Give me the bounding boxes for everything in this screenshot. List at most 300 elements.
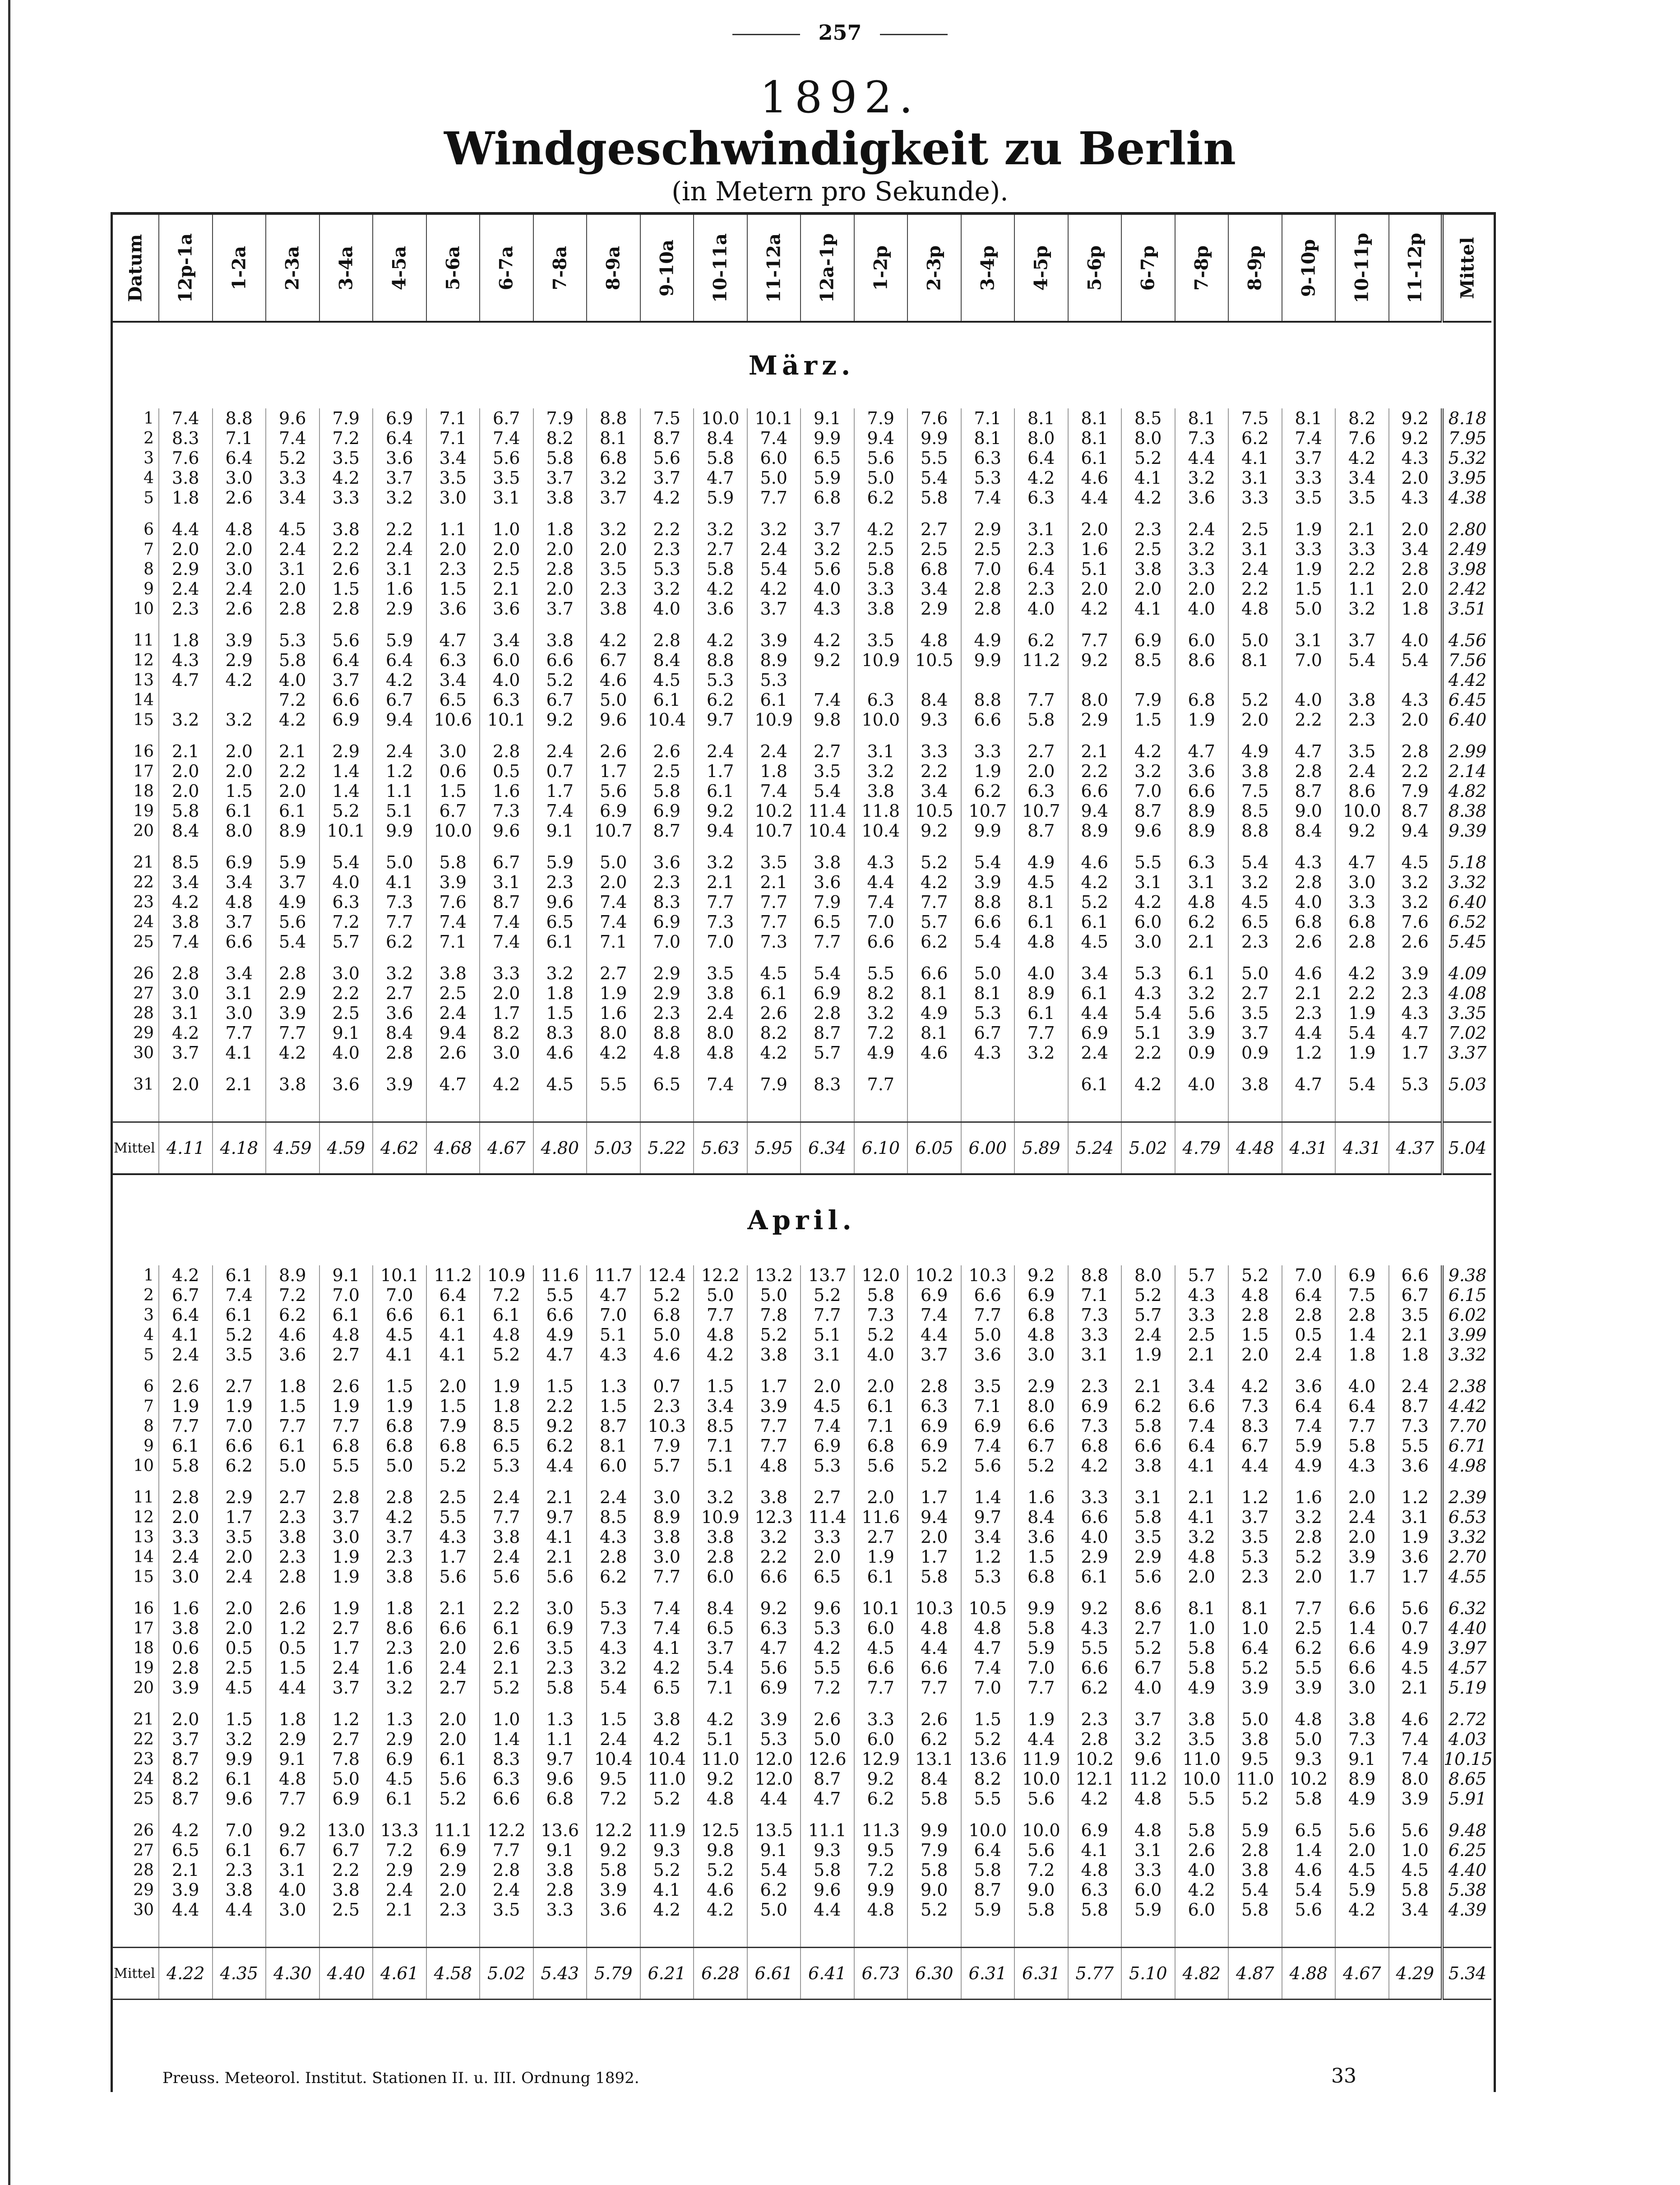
value-cell: 5.2 xyxy=(907,1900,961,1920)
value-cell: 2.0 xyxy=(1335,1840,1389,1860)
value-cell: 2.4 xyxy=(1175,519,1229,539)
value-cell: 9.9 xyxy=(373,821,426,841)
table-row xyxy=(112,519,1491,539)
value-cell: 10.0 xyxy=(854,710,908,730)
value-cell: 6.0 xyxy=(854,1729,908,1749)
value-cell: 2.5 xyxy=(426,1487,480,1507)
gap-cell xyxy=(426,841,480,852)
value-cell: 7.7 xyxy=(907,1678,961,1698)
mean-cell: 6.21 xyxy=(640,1948,694,2000)
value-cell: 6.1 xyxy=(426,1749,480,1769)
value-cell: 1.6 xyxy=(1068,539,1122,559)
daily-mean-cell: 2.14 xyxy=(1442,761,1491,781)
gap-cell xyxy=(266,1063,319,1074)
gap-cell xyxy=(533,841,587,852)
value-cell: 5.6 xyxy=(1335,1820,1389,1840)
value-cell: 5.3 xyxy=(694,670,747,690)
value-cell: 1.9 xyxy=(1335,1043,1389,1063)
value-cell: 6.6 xyxy=(1014,1416,1068,1436)
value-cell: 4.4 xyxy=(801,1900,854,1920)
value-cell: 6.6 xyxy=(426,1618,480,1638)
value-cell: 3.0 xyxy=(640,1487,694,1507)
value-cell: 7.2 xyxy=(373,1840,426,1860)
gap-cell xyxy=(159,619,213,630)
table-row xyxy=(112,670,1491,690)
date-cell: 15 xyxy=(133,710,154,729)
value-cell: 5.2 xyxy=(1228,1789,1282,1809)
value-cell: 7.1 xyxy=(426,408,480,428)
value-cell: 6.8 xyxy=(1335,912,1389,932)
value-cell: 5.4 xyxy=(961,932,1015,952)
value-cell: 5.7 xyxy=(1175,1265,1229,1285)
value-cell: 4.8 xyxy=(854,1900,908,1920)
daily-mean-cell: 5.32 xyxy=(1442,448,1491,468)
gap-cell xyxy=(961,730,1015,741)
value-cell: 8.6 xyxy=(373,1618,426,1638)
value-cell: 6.8 xyxy=(373,1416,426,1436)
value-cell: 8.4 xyxy=(907,1769,961,1789)
value-cell: 3.3 xyxy=(907,741,961,761)
column-header-label: 2-3a xyxy=(282,245,303,290)
value-cell: 5.8 xyxy=(1175,1820,1229,1840)
value-cell: 1.5 xyxy=(266,1396,319,1416)
value-cell: 6.1 xyxy=(747,983,801,1003)
column-header xyxy=(533,215,587,322)
value-cell: 0.9 xyxy=(1228,1043,1282,1063)
value-cell: 4.1 xyxy=(1121,599,1175,619)
value-cell: 6.9 xyxy=(907,1416,961,1436)
gap-cell xyxy=(266,1587,319,1598)
value-cell: 3.3 xyxy=(1335,539,1389,559)
value-cell: 11.9 xyxy=(1014,1749,1068,1769)
spacer-cell xyxy=(1335,1094,1389,1122)
value-cell: 7.0 xyxy=(213,1820,266,1840)
value-cell: 7.6 xyxy=(159,448,213,468)
value-cell: 4.2 xyxy=(640,488,694,508)
date-cell: 4 xyxy=(143,468,154,487)
value-cell: 8.1 xyxy=(587,1436,640,1456)
value-cell: 5.8 xyxy=(1175,1658,1229,1678)
gap-cell xyxy=(640,1587,694,1598)
value-cell: 3.5 xyxy=(694,963,747,983)
value-cell: 6.7 xyxy=(533,690,587,710)
value-cell: 3.5 xyxy=(854,630,908,650)
gap-cell xyxy=(907,619,961,630)
value-cell: 2.2 xyxy=(266,761,319,781)
value-cell: 11.4 xyxy=(801,1507,854,1527)
value-cell: 8.1 xyxy=(1068,408,1122,428)
mean-cell: 5.10 xyxy=(1121,1948,1175,2000)
value-cell: 5.8 xyxy=(1175,1638,1229,1658)
value-cell: 9.6 xyxy=(801,1880,854,1900)
date-cell: 8 xyxy=(143,1417,154,1435)
gap-cell xyxy=(801,841,854,852)
value-cell: 4.4 xyxy=(1068,488,1122,508)
value-cell: 9.9 xyxy=(961,821,1015,841)
value-cell: 6.7 xyxy=(480,852,533,872)
value-cell: 1.9 xyxy=(480,1376,533,1396)
value-cell: 3.5 xyxy=(1121,1527,1175,1547)
value-cell: 5.3 xyxy=(801,1456,854,1476)
value-cell: 8.3 xyxy=(1228,1416,1282,1436)
gap-cell xyxy=(907,952,961,963)
value-cell: 2.5 xyxy=(1121,539,1175,559)
value-cell: 6.9 xyxy=(1335,1265,1389,1285)
column-header-label: 11-12p xyxy=(1404,232,1426,303)
value-cell: 5.0 xyxy=(747,468,801,488)
value-cell: 9.2 xyxy=(907,821,961,841)
value-cell: 0.5 xyxy=(213,1638,266,1658)
date-cell: 19 xyxy=(133,801,154,820)
gap-cell xyxy=(694,1587,747,1598)
value-cell: 3.7 xyxy=(159,1043,213,1063)
spacer-cell xyxy=(1121,1094,1175,1122)
value-cell: 5.8 xyxy=(1068,1900,1122,1920)
gap-cell xyxy=(1175,730,1229,741)
value-cell: 5.4 xyxy=(1121,1003,1175,1023)
gap-cell xyxy=(1068,1809,1122,1820)
value-cell: 7.9 xyxy=(640,1436,694,1456)
value-cell: 6.8 xyxy=(533,1789,587,1809)
value-cell: 8.7 xyxy=(1389,1396,1443,1416)
value-cell: 5.8 xyxy=(694,448,747,468)
value-cell: 2.7 xyxy=(1228,983,1282,1003)
value-cell: 1.7 xyxy=(907,1547,961,1567)
value-cell: 4.5 xyxy=(1389,1860,1443,1880)
table-row xyxy=(112,1396,1491,1416)
value-cell: 4.8 xyxy=(1228,1285,1282,1305)
value-cell: 4.4 xyxy=(1282,1023,1336,1043)
value-cell: 2.0 xyxy=(533,579,587,599)
value-cell: 2.0 xyxy=(213,741,266,761)
gap-cell xyxy=(1014,1365,1068,1376)
table-row xyxy=(112,892,1491,912)
value-cell: 3.3 xyxy=(319,488,373,508)
value-cell: 8.4 xyxy=(373,1023,426,1043)
daily-mean-cell: 6.71 xyxy=(1442,1436,1491,1456)
gap-cell xyxy=(587,508,640,519)
gap-cell xyxy=(112,1365,159,1376)
value-cell: 3.5 xyxy=(747,852,801,872)
value-cell: 5.9 xyxy=(1228,1820,1282,1840)
value-cell: 2.2 xyxy=(1335,983,1389,1003)
table-row xyxy=(112,852,1491,872)
value-cell: 4.5 xyxy=(266,519,319,539)
gap-cell xyxy=(961,841,1015,852)
mean-cell: 4.48 xyxy=(1228,1122,1282,1175)
value-cell: 4.2 xyxy=(640,1900,694,1920)
gap-cell xyxy=(213,952,266,963)
gap-cell xyxy=(213,1809,266,1820)
value-cell: 3.0 xyxy=(319,963,373,983)
value-cell: 1.2 xyxy=(319,1709,373,1729)
dash-right xyxy=(880,34,948,35)
spacer-cell xyxy=(1014,1094,1068,1122)
gap-cell xyxy=(213,1063,266,1074)
value-cell: 5.7 xyxy=(1121,1305,1175,1325)
value-cell: 2.3 xyxy=(266,1507,319,1527)
gap-cell xyxy=(319,1365,373,1376)
value-cell: 6.2 xyxy=(694,690,747,710)
value-cell: 3.3 xyxy=(1068,1487,1122,1507)
value-cell xyxy=(854,670,908,690)
value-cell: 5.0 xyxy=(1282,599,1336,619)
value-cell: 6.2 xyxy=(1282,1638,1336,1658)
value-cell: 10.5 xyxy=(907,650,961,670)
value-cell: 6.8 xyxy=(1014,1567,1068,1587)
gap-cell xyxy=(1121,1365,1175,1376)
value-cell: 7.4 xyxy=(480,912,533,932)
gap-cell xyxy=(587,1587,640,1598)
value-cell: 1.5 xyxy=(533,1376,587,1396)
value-cell: 5.3 xyxy=(747,1729,801,1749)
value-cell: 4.2 xyxy=(1228,1376,1282,1396)
value-cell: 4.3 xyxy=(961,1043,1015,1063)
value-cell: 1.6 xyxy=(587,1003,640,1023)
value-cell: 2.1 xyxy=(694,872,747,892)
column-header-label: 10-11p xyxy=(1351,232,1373,303)
gap-cell xyxy=(373,1476,426,1487)
value-cell: 4.7 xyxy=(159,670,213,690)
value-cell: 5.2 xyxy=(694,1860,747,1880)
value-cell: 3.0 xyxy=(1014,1345,1068,1365)
value-cell: 11.0 xyxy=(694,1749,747,1769)
gap-cell xyxy=(961,508,1015,519)
value-cell: 5.2 xyxy=(426,1789,480,1809)
value-cell: 5.8 xyxy=(801,1860,854,1880)
value-cell: 5.8 xyxy=(961,1860,1015,1880)
value-cell: 6.8 xyxy=(1282,912,1336,932)
value-cell: 7.7 xyxy=(1014,690,1068,710)
value-cell: 6.7 xyxy=(319,1840,373,1860)
value-cell: 2.8 xyxy=(319,599,373,619)
value-cell: 5.6 xyxy=(747,1658,801,1678)
value-cell: 4.4 xyxy=(854,872,908,892)
value-cell: 4.8 xyxy=(961,1618,1015,1638)
gap-cell xyxy=(426,952,480,963)
value-cell: 8.3 xyxy=(640,892,694,912)
value-cell: 1.9 xyxy=(319,1567,373,1587)
value-cell: 7.2 xyxy=(1014,1860,1068,1880)
value-cell: 12.2 xyxy=(694,1265,747,1285)
value-cell: 3.2 xyxy=(533,963,587,983)
value-cell: 3.2 xyxy=(213,710,266,730)
value-cell: 2.8 xyxy=(373,1487,426,1507)
spacer-cell xyxy=(480,1920,533,1948)
value-cell: 2.0 xyxy=(1228,710,1282,730)
value-cell: 5.8 xyxy=(1228,1900,1282,1920)
value-cell: 6.9 xyxy=(587,801,640,821)
value-cell: 8.0 xyxy=(1389,1769,1443,1789)
gap-cell xyxy=(1175,508,1229,519)
daily-mean-cell: 6.15 xyxy=(1442,1285,1491,1305)
value-cell: 3.5 xyxy=(480,468,533,488)
value-cell: 4.2 xyxy=(801,630,854,650)
value-cell: 2.7 xyxy=(1014,741,1068,761)
value-cell: 4.2 xyxy=(1121,488,1175,508)
gap-cell xyxy=(319,619,373,630)
value-cell: 5.5 xyxy=(1068,1638,1122,1658)
value-cell: 12.5 xyxy=(694,1820,747,1840)
spacer-cell xyxy=(1442,1094,1491,1122)
gap-cell xyxy=(1228,619,1282,630)
value-cell: 2.8 xyxy=(266,963,319,983)
value-cell: 7.2 xyxy=(854,1860,908,1880)
mean-cell: 4.59 xyxy=(266,1122,319,1175)
value-cell: 3.7 xyxy=(533,468,587,488)
value-cell: 5.6 xyxy=(1389,1820,1443,1840)
value-cell: 1.5 xyxy=(266,1658,319,1678)
value-cell: 5.8 xyxy=(907,1567,961,1587)
daily-mean-cell: 7.70 xyxy=(1442,1416,1491,1436)
mean-cell: 4.40 xyxy=(319,1948,373,2000)
value-cell: 3.2 xyxy=(1175,983,1229,1003)
value-cell: 4.7 xyxy=(1282,1074,1336,1094)
gap-cell xyxy=(694,1809,747,1820)
value-cell: 8.5 xyxy=(1121,650,1175,670)
spacer-row xyxy=(112,1094,1491,1122)
value-cell: 2.0 xyxy=(1228,1345,1282,1365)
value-cell: 3.8 xyxy=(1335,1709,1389,1729)
table-row xyxy=(112,963,1491,983)
value-cell: 4.5 xyxy=(747,963,801,983)
value-cell: 8.4 xyxy=(694,428,747,448)
date-cell: 26 xyxy=(133,1821,154,1840)
page-number-line xyxy=(0,20,1680,45)
value-cell: 5.2 xyxy=(907,1456,961,1476)
gap-cell xyxy=(587,1698,640,1709)
value-cell: 5.4 xyxy=(266,932,319,952)
value-cell: 6.0 xyxy=(694,1567,747,1587)
value-cell: 5.6 xyxy=(961,1456,1015,1476)
gap-cell xyxy=(907,730,961,741)
column-header-label: 8-9a xyxy=(602,245,624,290)
gap-cell xyxy=(1175,1476,1229,1487)
gap-cell xyxy=(694,619,747,630)
value-cell: 2.4 xyxy=(159,1547,213,1567)
value-cell: 4.9 xyxy=(1175,1678,1229,1698)
value-cell: 5.4 xyxy=(1335,1023,1389,1043)
value-cell: 2.1 xyxy=(480,579,533,599)
gap-cell xyxy=(480,1809,533,1820)
value-cell: 2.8 xyxy=(801,1003,854,1023)
gap-cell xyxy=(1068,841,1122,852)
value-cell: 3.8 xyxy=(1175,1709,1229,1729)
daily-mean-cell: 9.38 xyxy=(1442,1265,1491,1285)
gap-cell xyxy=(1335,1476,1389,1487)
value-cell: 4.0 xyxy=(1282,892,1336,912)
gap-cell xyxy=(747,1587,801,1598)
value-cell: 7.3 xyxy=(747,932,801,952)
gap-cell xyxy=(112,730,159,741)
gap-cell xyxy=(854,1063,908,1074)
value-cell: 1.8 xyxy=(159,488,213,508)
value-cell: 9.1 xyxy=(319,1265,373,1285)
value-cell: 8.2 xyxy=(747,1023,801,1043)
value-cell: 6.5 xyxy=(640,1074,694,1094)
mean-cell: 6.00 xyxy=(961,1122,1015,1175)
value-cell: 7.7 xyxy=(801,1305,854,1325)
gap-cell xyxy=(640,1809,694,1820)
date-cell: 26 xyxy=(133,964,154,983)
gap-cell xyxy=(1282,952,1336,963)
value-cell: 3.8 xyxy=(426,963,480,983)
value-cell: 10.2 xyxy=(1068,1749,1122,1769)
value-cell: 6.1 xyxy=(1068,983,1122,1003)
value-cell: 3.2 xyxy=(1121,1729,1175,1749)
value-cell: 5.6 xyxy=(533,1567,587,1587)
value-cell: 5.0 xyxy=(587,852,640,872)
value-cell: 2.9 xyxy=(373,1729,426,1749)
gap-cell xyxy=(1121,508,1175,519)
value-cell: 4.7 xyxy=(426,1074,480,1094)
gap-cell xyxy=(533,508,587,519)
value-cell: 1.5 xyxy=(587,1709,640,1729)
footer-number: 33 xyxy=(1331,2065,1356,2088)
value-cell: 5.2 xyxy=(1121,448,1175,468)
value-cell: 13.5 xyxy=(747,1820,801,1840)
value-cell: 6.6 xyxy=(1335,1638,1389,1658)
table-row xyxy=(112,1567,1491,1587)
spacer-cell xyxy=(159,1094,213,1122)
gap-cell xyxy=(854,730,908,741)
value-cell: 1.9 xyxy=(159,1396,213,1416)
value-cell: 4.2 xyxy=(640,1658,694,1678)
spacer-cell xyxy=(694,1094,747,1122)
gap-cell xyxy=(1228,952,1282,963)
value-cell: 1.7 xyxy=(1389,1043,1443,1063)
value-cell: 2.3 xyxy=(426,1900,480,1920)
value-cell: 6.6 xyxy=(373,1305,426,1325)
value-cell: 3.6 xyxy=(640,852,694,872)
header-row xyxy=(112,215,1491,322)
gap-cell xyxy=(319,841,373,852)
value-cell: 10.4 xyxy=(640,1749,694,1769)
gap-cell xyxy=(1014,841,1068,852)
table-row xyxy=(112,1376,1491,1396)
daily-mean-cell: 4.40 xyxy=(1442,1618,1491,1638)
value-cell: 3.2 xyxy=(747,1527,801,1547)
gap-cell xyxy=(1014,952,1068,963)
gap-cell xyxy=(1121,1698,1175,1709)
value-cell: 6.9 xyxy=(319,1789,373,1809)
value-cell: 12.0 xyxy=(854,1265,908,1285)
value-cell: 2.6 xyxy=(266,1598,319,1618)
value-cell: 6.2 xyxy=(1068,1678,1122,1698)
value-cell: 4.6 xyxy=(1389,1709,1443,1729)
value-cell: 3.8 xyxy=(640,1527,694,1547)
gap-cell xyxy=(1228,1809,1282,1820)
daily-mean-cell: 7.95 xyxy=(1442,428,1491,448)
value-cell: 9.3 xyxy=(1282,1749,1336,1769)
value-cell: 6.8 xyxy=(319,1436,373,1456)
gap-cell xyxy=(480,841,533,852)
gap-cell xyxy=(159,1587,213,1598)
date-cell: 31 xyxy=(133,1075,154,1094)
value-cell: 6.3 xyxy=(319,892,373,912)
value-cell: 4.9 xyxy=(266,892,319,912)
value-cell: 9.9 xyxy=(961,650,1015,670)
value-cell: 6.1 xyxy=(213,801,266,821)
value-cell: 8.8 xyxy=(587,408,640,428)
value-cell: 7.1 xyxy=(961,408,1015,428)
mean-cell: 5.03 xyxy=(587,1122,640,1175)
value-cell: 2.1 xyxy=(480,1658,533,1678)
value-cell: 6.6 xyxy=(213,1436,266,1456)
column-header xyxy=(159,215,213,322)
value-cell: 6.2 xyxy=(1175,912,1229,932)
value-cell: 2.9 xyxy=(373,1860,426,1880)
